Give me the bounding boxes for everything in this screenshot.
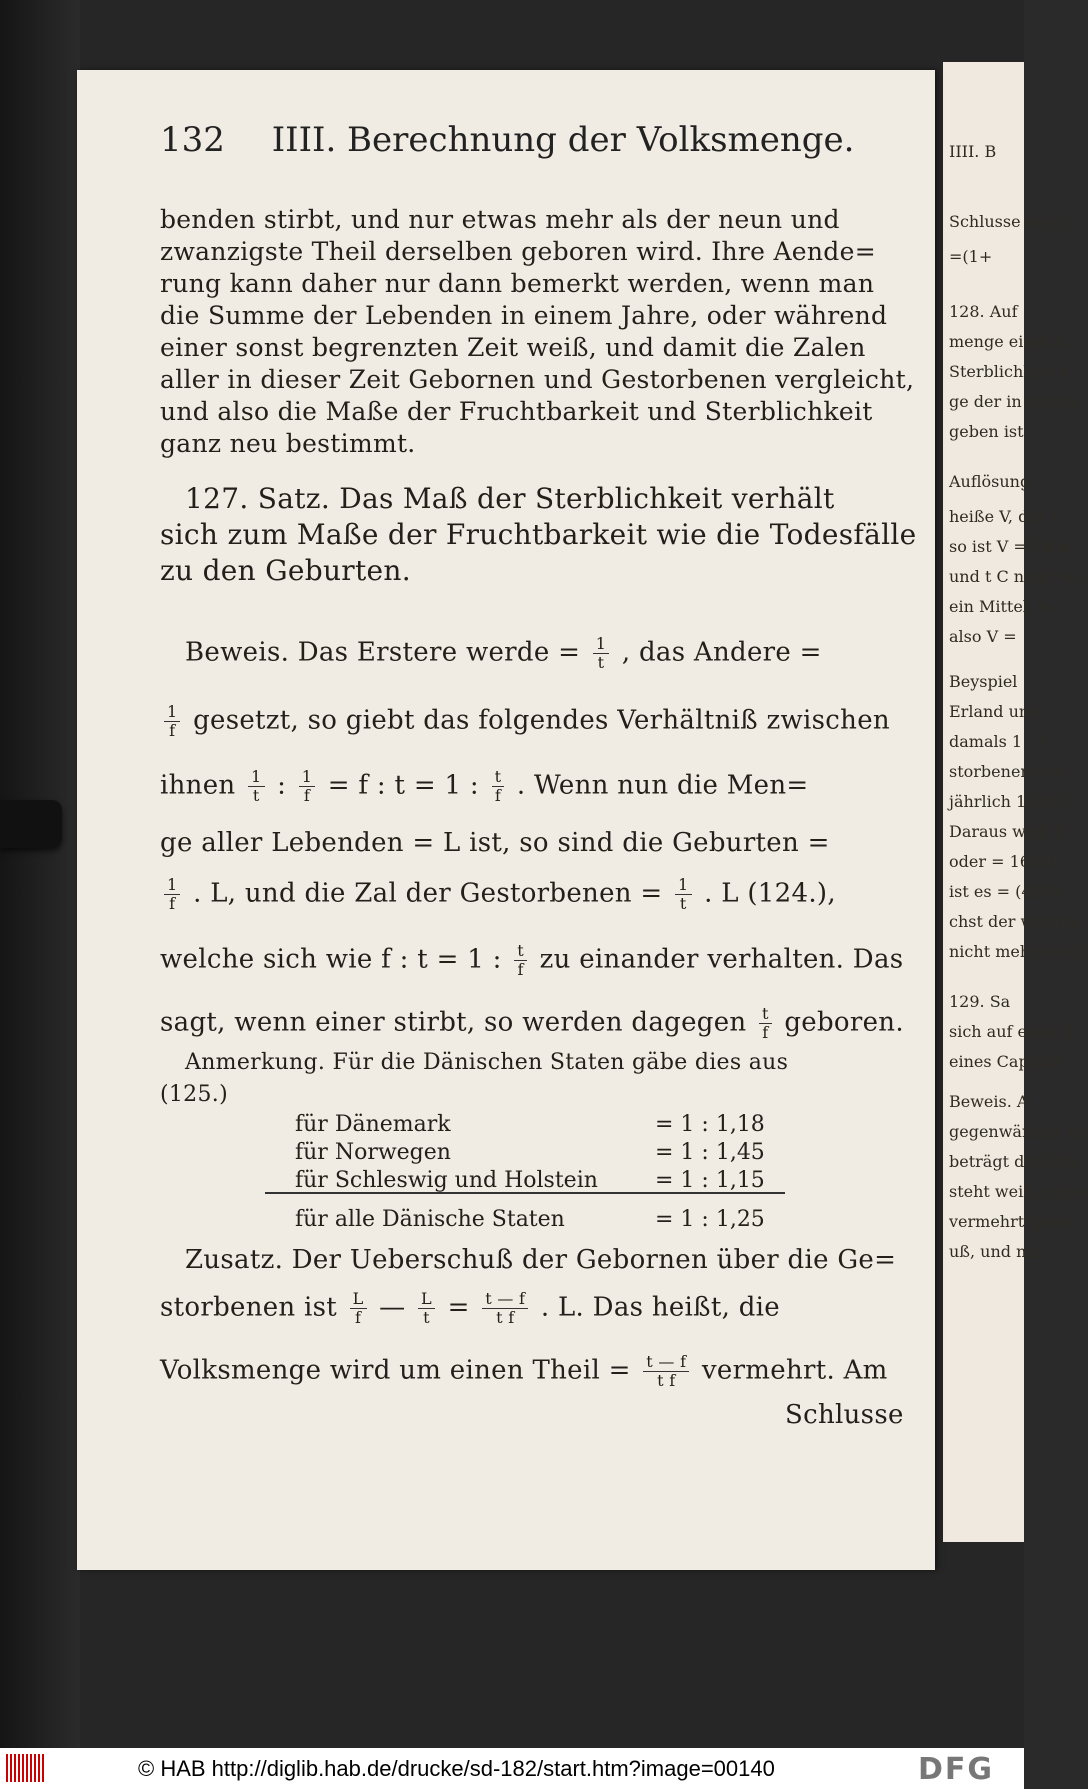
numerator: 1 [675, 876, 691, 895]
table-value: = 1 : 1,25 [655, 1207, 765, 1232]
facing-page-fragment: geben ist. [949, 422, 1029, 441]
page-header [160, 120, 854, 160]
fraction [492, 768, 505, 805]
table-row [295, 1140, 765, 1165]
text-line: die Summe der Lebenden in einem Jahre, oder während [160, 301, 888, 330]
running-title: IIII. Berechnung der Volksmenge. [271, 120, 855, 160]
text-line: einer sonst begrenzten Zeit weiß, und damit die Zalen [160, 333, 866, 362]
hab-logo-icon [6, 1754, 44, 1782]
book-edge [0, 0, 80, 1748]
corollary-line [160, 1290, 780, 1327]
proof-line [160, 768, 809, 805]
facing-page-fragment: chst der wahren [949, 912, 1082, 931]
facing-page-fragment: also V = [949, 627, 1017, 646]
table-label: für alle Dänische Staten [295, 1207, 565, 1232]
facing-page-fragment: so ist V = f B u [949, 537, 1071, 556]
facing-page-fragment: nicht mehr betrü [949, 942, 1087, 961]
denominator: t [252, 786, 260, 805]
facing-page-fragment: steht weiß, um w [949, 1182, 1088, 1201]
denominator: f [354, 1308, 362, 1327]
theorem-text: sich zum Maße der Fruchtbarkeit wie die Todesfälle [160, 518, 917, 551]
facing-page-fragment: Auflösung. [949, 472, 1036, 491]
numerator: t — f [482, 1290, 528, 1309]
text-line: benden stirbt, und nur etwas mehr als der neun und [160, 205, 840, 234]
facing-page-fragment: storbenen war [949, 762, 1067, 781]
numerator: 1 [299, 768, 315, 787]
facing-page-fragment: ist es = (4889 [949, 882, 1063, 901]
fraction [299, 768, 315, 805]
dfg-logo: DFG [918, 1752, 995, 1787]
facing-page-fragment: Schlusse des J [949, 212, 1066, 231]
facing-page-fragment: oder = 16051 [949, 852, 1061, 871]
proof-text: = f : t = 1 : [327, 770, 479, 801]
proof-text: ihnen [160, 770, 236, 801]
proof-text: . L (124.), [704, 878, 836, 909]
facing-page-fragment: Beyspiel [949, 672, 1018, 691]
facing-page-fragment: vermehrt gewo [949, 1212, 1073, 1231]
denominator: t [423, 1308, 430, 1327]
facing-page-fragment: 128. Auf [949, 302, 1018, 321]
theorem-text: zu den Geburten. [160, 554, 411, 587]
copyright-link[interactable]: © HAB http://diglib.hab.de/drucke/sd-182/start.htm?image=00140 [138, 1756, 775, 1781]
denominator: t [679, 894, 687, 913]
facing-page-fragment: menge eines L [949, 332, 1068, 351]
facing-page-fragment: Erland und [949, 702, 1040, 721]
denominator: f [494, 786, 502, 805]
proof-text: , das Andere = [621, 637, 822, 668]
catchword: Schlusse [785, 1400, 904, 1430]
facing-page-fragment: Daraus wird V [949, 822, 1066, 841]
operator: — [379, 1292, 406, 1323]
facing-page-fragment: jährlich 13582 [949, 792, 1067, 811]
corollary-line: Zusatz. Der Ueberschuß der Gebornen über die Ge= [185, 1245, 897, 1275]
facing-page-fragment: IIII. B [949, 142, 997, 161]
numerator: L [418, 1290, 435, 1309]
facing-page-fragment: damals 1 : t [949, 732, 1045, 751]
text-line: ganz neu bestimmt. [160, 429, 416, 458]
denominator: f [169, 721, 176, 740]
corollary-line [160, 1353, 888, 1390]
table-value: = 1 : 1,15 [655, 1168, 765, 1193]
proof-text: welche sich wie f : t = 1 : [160, 944, 502, 975]
facing-page-fragment: uß, und nin [949, 1242, 1042, 1261]
page-number: 132 [160, 120, 225, 160]
ribbon-bookmark [0, 800, 62, 848]
table-rule [265, 1192, 785, 1194]
text-line: zwanzigste Theil derselben geboren wird. Ihre Aende= [160, 237, 876, 266]
facing-page-fragment: ge der in einem [949, 392, 1077, 411]
proof-line [160, 1005, 904, 1042]
facing-page-fragment: sich auf eben d [949, 1022, 1073, 1041]
numerator: t [759, 1005, 772, 1024]
text-line: und also die Maße der Fruchtbarkeit und Sterblichkeit [160, 397, 873, 426]
denominator: f [169, 894, 176, 913]
numerator: t [492, 768, 505, 787]
facing-page-fragment: eines Capitals [949, 1052, 1064, 1071]
facing-page-fragment: =(1+ [949, 247, 993, 266]
facing-page-fragment: Sterblichkeit u [949, 362, 1070, 381]
facing-page-fragment: beträgt der Geb [949, 1152, 1080, 1171]
facing-page-fragment: ein Mittel, w [949, 597, 1052, 616]
numerator: 1 [593, 635, 609, 654]
note-line: Anmerkung. Für die Dänischen Staten gäbe dies aus [185, 1050, 789, 1075]
operator: = [447, 1292, 470, 1323]
table-value: = 1 : 1,18 [655, 1112, 765, 1137]
denominator: t [597, 653, 605, 672]
denominator: t f [657, 1371, 676, 1390]
facing-page-fragment: gegenwärtige Za [949, 1122, 1087, 1141]
corollary-text: . L. Das heißt, die [540, 1292, 780, 1323]
table-row [295, 1112, 765, 1137]
numerator: t [514, 942, 527, 961]
corollary-text: Volksmenge wird um einen Theil = [160, 1355, 631, 1386]
denominator: f [762, 1023, 769, 1042]
viewer-footer [0, 1748, 1024, 1789]
facing-page-fragment: 129. Sa [949, 992, 1011, 1011]
fraction [514, 942, 527, 979]
corollary-text: storbenen ist [160, 1292, 338, 1323]
facing-page [943, 62, 1088, 1542]
proof-text: Beweis. Das Erstere werde = [185, 637, 581, 668]
numerator: 1 [164, 876, 180, 895]
fraction [350, 1290, 367, 1327]
facing-page-fragment: und t C nicht vo [949, 567, 1079, 586]
fraction [482, 1290, 528, 1327]
corollary-text: vermehrt. Am [701, 1355, 888, 1386]
numerator: L [350, 1290, 367, 1309]
proof-line: ge aller Lebenden = L ist, so sind die Geburten = [160, 828, 830, 858]
facing-page-fragment: Beweis. A [949, 1092, 1029, 1111]
proof-text: . Wenn nun die Men= [516, 770, 809, 801]
numerator: 1 [164, 703, 180, 722]
table-row [295, 1168, 765, 1193]
fraction [593, 635, 609, 672]
text-line: aller in dieser Zeit Gebornen und Gestorbenen vergleicht, [160, 365, 915, 394]
table-label: für Dänemark [295, 1112, 451, 1137]
table-label: für Schleswig und Holstein [295, 1168, 598, 1193]
proof-line [160, 942, 903, 979]
facing-page-fragment: heiße V, die A [949, 507, 1060, 526]
note-line: (125.) [160, 1082, 228, 1107]
table-label: für Norwegen [295, 1140, 451, 1165]
theorem-heading: 127. Satz. Das Maß der Sterblichkeit verhält [185, 482, 835, 515]
fraction [248, 768, 264, 805]
proof-text: . L, und die Zal der Gestorbenen = [193, 878, 663, 909]
fraction [418, 1290, 435, 1327]
denominator: f [303, 786, 311, 805]
proof-text: zu einander verhalten. Das [539, 944, 904, 975]
fraction [164, 703, 180, 740]
denominator: t f [496, 1308, 515, 1327]
proof-text: geboren. [784, 1007, 904, 1038]
numerator: 1 [248, 768, 264, 787]
proof-line [185, 635, 822, 672]
text-line: rung kann daher nur dann bemerkt werden, wenn man [160, 269, 875, 298]
fraction [164, 876, 180, 913]
fraction [643, 1353, 689, 1390]
table-value: = 1 : 1,45 [655, 1140, 765, 1165]
fraction [675, 876, 691, 913]
operator: : [277, 770, 287, 801]
proof-text: gesetzt, so giebt das folgendes Verhältniß zwischen [193, 705, 890, 736]
numerator: t — f [643, 1353, 689, 1372]
fraction [759, 1005, 772, 1042]
denominator: f [517, 960, 524, 979]
proof-text: sagt, wenn einer stirbt, so werden dagegen [160, 1007, 747, 1038]
proof-line [160, 876, 836, 913]
table-total-row [295, 1207, 765, 1232]
proof-line [160, 703, 890, 740]
